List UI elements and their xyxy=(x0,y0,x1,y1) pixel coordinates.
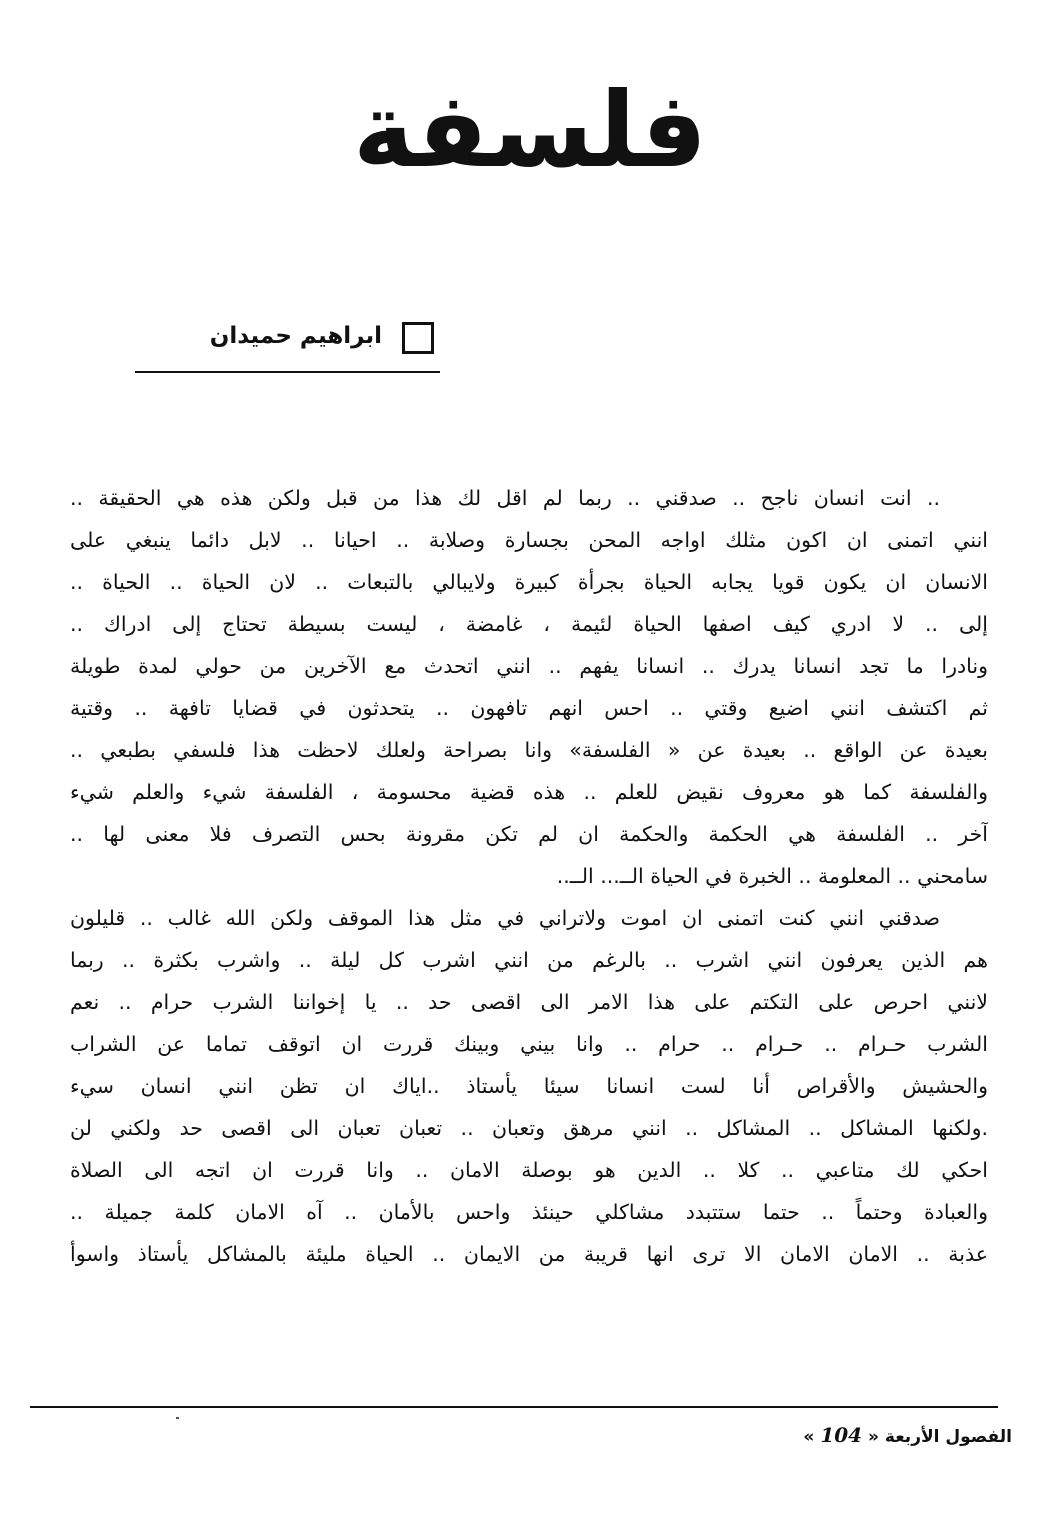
text-line: .ولكنها المشاكل .. المشاكل .. انني مرهق وتعبان .. تعبان تعبان الى اقصى حد ولكني لن xyxy=(70,1116,988,1140)
text-line: ونادرا ما تجد انسانا يدرك .. انسانا يفهم .. انني اتحدث مع الآخرين من حولي لمدة طويلة xyxy=(70,654,988,678)
author-divider xyxy=(135,371,440,373)
text-line: والحشيش والأقراص أنا لست انسانا سيئا يأستاذ ..اياك ان تظن انني انسان سيء xyxy=(70,1074,988,1098)
author-name: ابراهيم حميدان xyxy=(209,323,382,349)
author-box-icon xyxy=(402,322,434,354)
text-line: انني اتمنى ان اكون مثلك اواجه المحن بجسارة وصلابة .. احيانا .. لابل دائما ينبغي على xyxy=(70,528,988,552)
text-line: آخر .. الفلسفة هي الحكمة والحكمة ان لم تكن مقرونة بحس التصرف فلا معنى لها .. xyxy=(70,822,988,846)
text-line: إلى .. لا ادري كيف اصفها الحياة لئيمة ، غامضة ، ليست بسيطة تحتاج إلى ادراك .. xyxy=(70,612,988,636)
text-line: هم الذين يعرفون انني اشرب .. بالرغم من انني اشرب كل ليلة .. واشرب بكثرة .. ربما xyxy=(70,948,988,972)
publication-name: الفصول الأربعة xyxy=(884,1427,1012,1447)
text-line: .. انت انسان ناجح .. صدقني .. ربما لم اقل لك هذا من قبل ولكن هذه هي الحقيقة .. xyxy=(70,486,940,510)
paragraph-1 xyxy=(70,477,988,897)
text-line: احكي لك متاعبي .. كلا .. الدين هو بوصلة الامان .. وانا قررت ان اتجه الى الصلاة xyxy=(70,1158,988,1182)
text-line: لانني احرص على التكتم على هذا الامر الى اقصى حد .. يا إخواننا الشرب حرام .. نعم xyxy=(70,990,988,1014)
close-quote: » xyxy=(803,1427,815,1447)
footer-dot xyxy=(176,1417,179,1419)
footer-divider xyxy=(30,1406,998,1408)
text-line: الانسان ان يكون قويا يجابه الحياة بجرأة كبيرة ولايبالي بالتبعات .. لان الحياة .. الحياة .. xyxy=(70,570,988,594)
page-footer xyxy=(803,1420,1012,1450)
page-number: 104 xyxy=(820,1423,863,1447)
paragraph-2 xyxy=(70,897,988,1275)
text-line: والفلسفة كما هو معروف نقيض للعلم .. هذه قضية محسومة ، الفلسفة شيء والعلم شيء xyxy=(70,780,988,804)
text-line: سامحني .. المعلومة .. الخبرة في الحياة الــ... الــ.. xyxy=(556,864,988,888)
text-line: والعبادة وحتماً .. حتما ستتبدد مشاكلي حينئذ واحس بالأمان .. آه الامان كلمة جميلة .. xyxy=(70,1200,988,1224)
text-line: الشرب حـرام .. حـرام .. حرام .. وانا بيني وبينك قررت ان اتوقف تماما عن الشراب xyxy=(70,1032,988,1056)
text-line: عذبة .. الامان الامان الا ترى انها قريبة من الايمان .. الحياة مليئة بالمشاكل يأستاذ واسوأ xyxy=(70,1242,988,1266)
text-line: بعيدة عن الواقع .. بعيدة عن « الفلسفة» وانا بصراحة ولعلك لاحظت هذا فلسفي بطبعي .. xyxy=(70,738,988,762)
text-line: صدقني انني كنت اتمنى ان اموت ولاتراني في مثل هذا الموقف ولكن الله غالب .. قليلون xyxy=(70,906,940,930)
article-body xyxy=(70,477,988,1275)
open-quote: « xyxy=(868,1427,879,1447)
text-line: ثم اكتشف انني اضيع وقتي .. احس انهم تافهون .. يتحدثون في قضايا تافهة .. وقتية xyxy=(70,696,988,720)
article-title: فلسفة xyxy=(352,69,708,191)
